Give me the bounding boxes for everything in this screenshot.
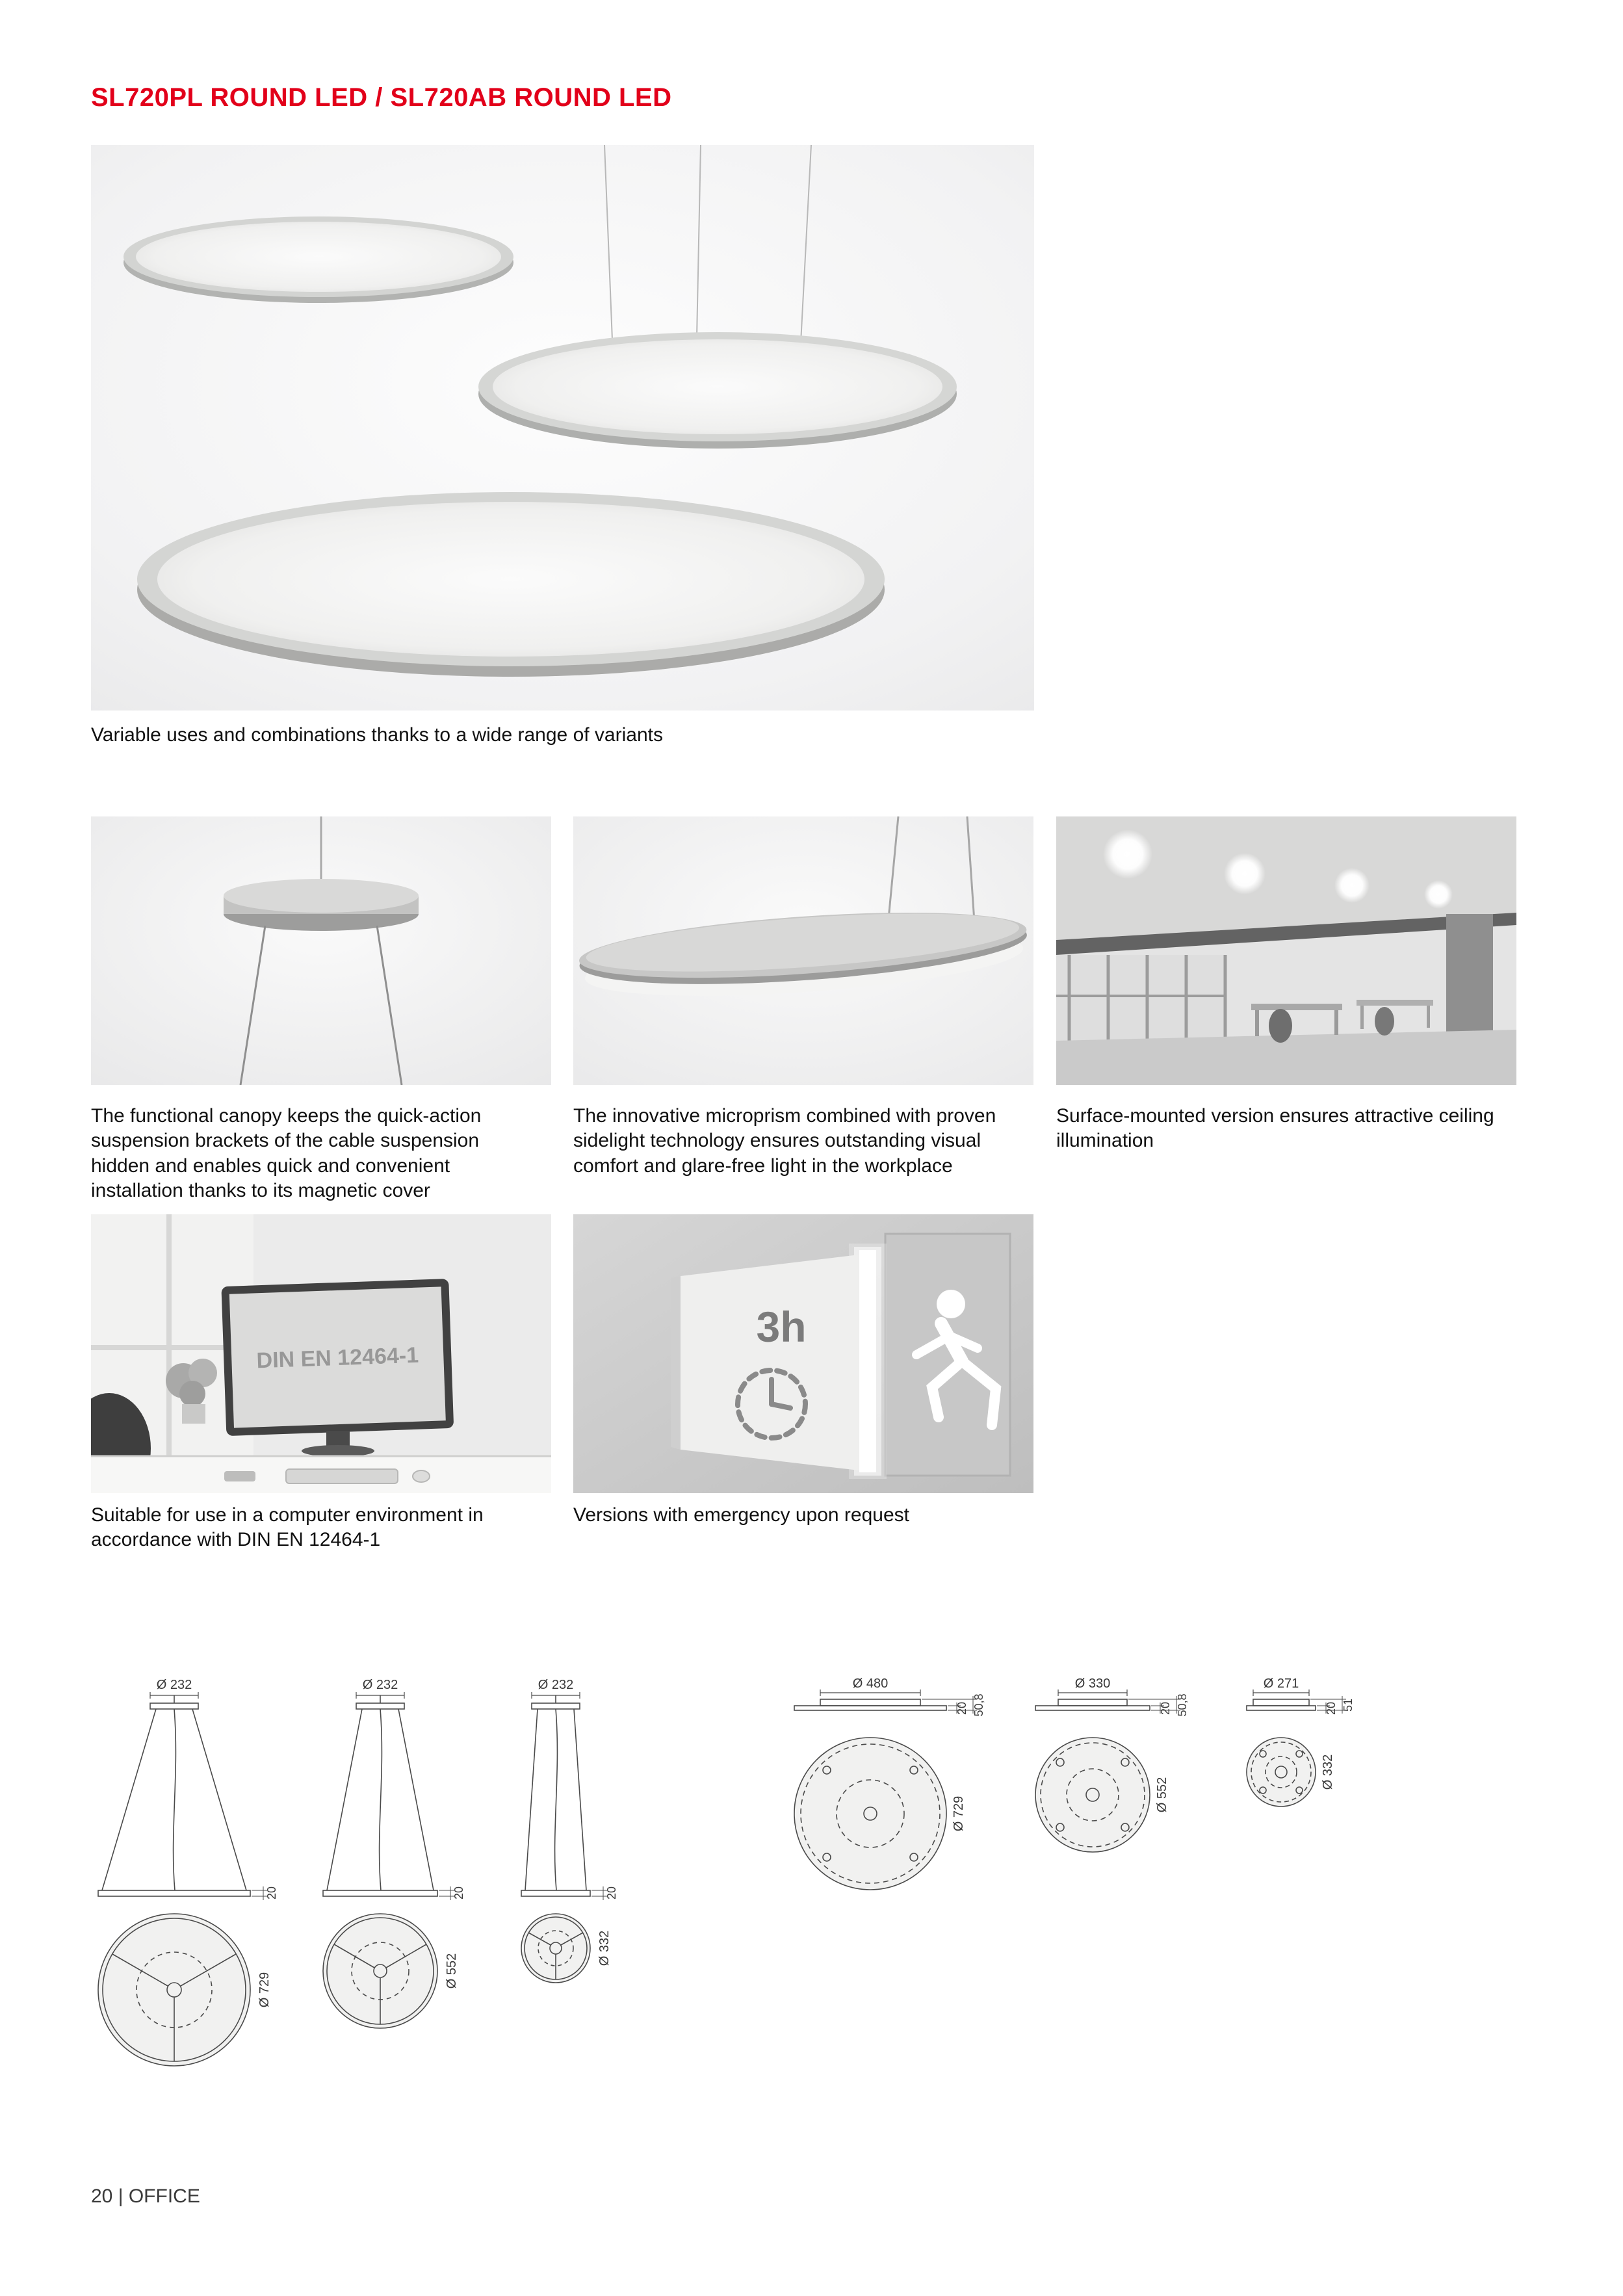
caption-canopy: The functional canopy keeps the quick-action suspension brackets of the cable suspension hidden and enables quick and convenient installation thanks to its magnetic cover [91, 1105, 482, 1202]
sign-edge [671, 1276, 681, 1450]
caption-computer-environment: Suitable for use in a computer environment in accordance with DIN EN 12464-1 [91, 1504, 484, 1551]
dim-height-total: 50,8 [1176, 1693, 1189, 1717]
desk [1251, 1004, 1342, 1010]
dim-height-panel: 20 [955, 1701, 968, 1715]
light-strip [859, 1250, 876, 1472]
dim-diameter: Ø 729 [257, 1972, 272, 2008]
hero-caption: Variable uses and combinations thanks to a wide range of variants [91, 724, 663, 746]
desk [1357, 1000, 1433, 1006]
caption-surface-mounted: Surface-mounted version ensures attractive ceiling illumination [1056, 1105, 1494, 1152]
page-footer: 20 | OFFICE [91, 2185, 200, 2207]
dim-canopy-diameter: Ø 232 [362, 1678, 398, 1692]
ceiling-light [1103, 829, 1152, 879]
monitor [221, 1279, 454, 1436]
monitor-screen-label: DIN EN 12464-1 [256, 1342, 419, 1374]
dim-height-panel: 20 [1325, 1701, 1338, 1715]
office-chair [1269, 1009, 1292, 1043]
caption-microprism: The innovative microprism combined with proven sidelight technology ensures outstanding visual comfort and glare-free light in the workplace [573, 1105, 996, 1177]
ceiling-light [1334, 868, 1370, 903]
drawing-pendant-729 [83, 1676, 285, 2079]
dim-diameter: Ø 332 [597, 1930, 612, 1966]
ceiling-light [1224, 853, 1266, 894]
drawing-surface-729 [786, 1676, 989, 1923]
dim-box-diameter: Ø 271 [1263, 1676, 1299, 1691]
feature-image-computer-workplace [91, 1214, 551, 1493]
smartphone [224, 1471, 255, 1481]
drawing-surface-552 [1008, 1676, 1211, 1923]
dim-height: 20 [452, 1886, 465, 1900]
dim-height: 20 [605, 1886, 618, 1900]
dim-height-total: 51 [1342, 1698, 1355, 1712]
microprism-illustration [573, 816, 1033, 1085]
feature-image-office-ceiling [1056, 816, 1516, 1085]
ceiling-light [1424, 880, 1453, 909]
dim-diameter: Ø 552 [445, 1953, 459, 1989]
canopy-illustration [91, 816, 551, 1085]
workplace-illustration [91, 1214, 551, 1493]
dim-diameter: Ø 552 [1155, 1777, 1169, 1813]
feature-image-emergency [573, 1214, 1033, 1493]
window-wall [1056, 955, 1227, 1041]
feature-image-microprism [573, 816, 1033, 1085]
door-frame [885, 1234, 1010, 1476]
dim-height-panel: 20 [1159, 1701, 1172, 1715]
drawing-pendant-552 [289, 1676, 491, 2079]
dim-height-total: 50,8 [972, 1693, 985, 1717]
dim-box-diameter: Ø 480 [852, 1676, 889, 1691]
drawing-surface-332 [1197, 1676, 1399, 1923]
dim-height: 20 [265, 1886, 278, 1900]
office-illustration [1056, 816, 1516, 1085]
feature-image-canopy [91, 816, 551, 1085]
monitor-base [302, 1445, 374, 1457]
dim-box-diameter: Ø 330 [1074, 1676, 1111, 1691]
sign-duration-label: 3h [756, 1303, 807, 1351]
office-chair [1375, 1007, 1394, 1036]
round-luminaire-small [123, 216, 513, 303]
pendant-luminaires-illustration [91, 145, 1034, 711]
dim-diameter: Ø 729 [952, 1795, 966, 1832]
dim-canopy-diameter: Ø 232 [156, 1678, 192, 1692]
caption-emergency: Versions with emergency upon request [573, 1504, 909, 1526]
round-luminaire-medium [478, 332, 957, 449]
dim-canopy-diameter: Ø 232 [538, 1678, 574, 1692]
dim-diameter: Ø 332 [1321, 1754, 1335, 1790]
keyboard [286, 1469, 398, 1483]
drawing-pendant-332 [465, 1676, 666, 2079]
mouse [413, 1470, 430, 1482]
emergency-illustration [573, 1214, 1033, 1493]
canopy [224, 879, 419, 931]
round-luminaire-large [137, 492, 885, 677]
page-title: SL720PL ROUND LED / SL720AB ROUND LED [91, 83, 672, 112]
hero-product-image [91, 145, 1034, 711]
